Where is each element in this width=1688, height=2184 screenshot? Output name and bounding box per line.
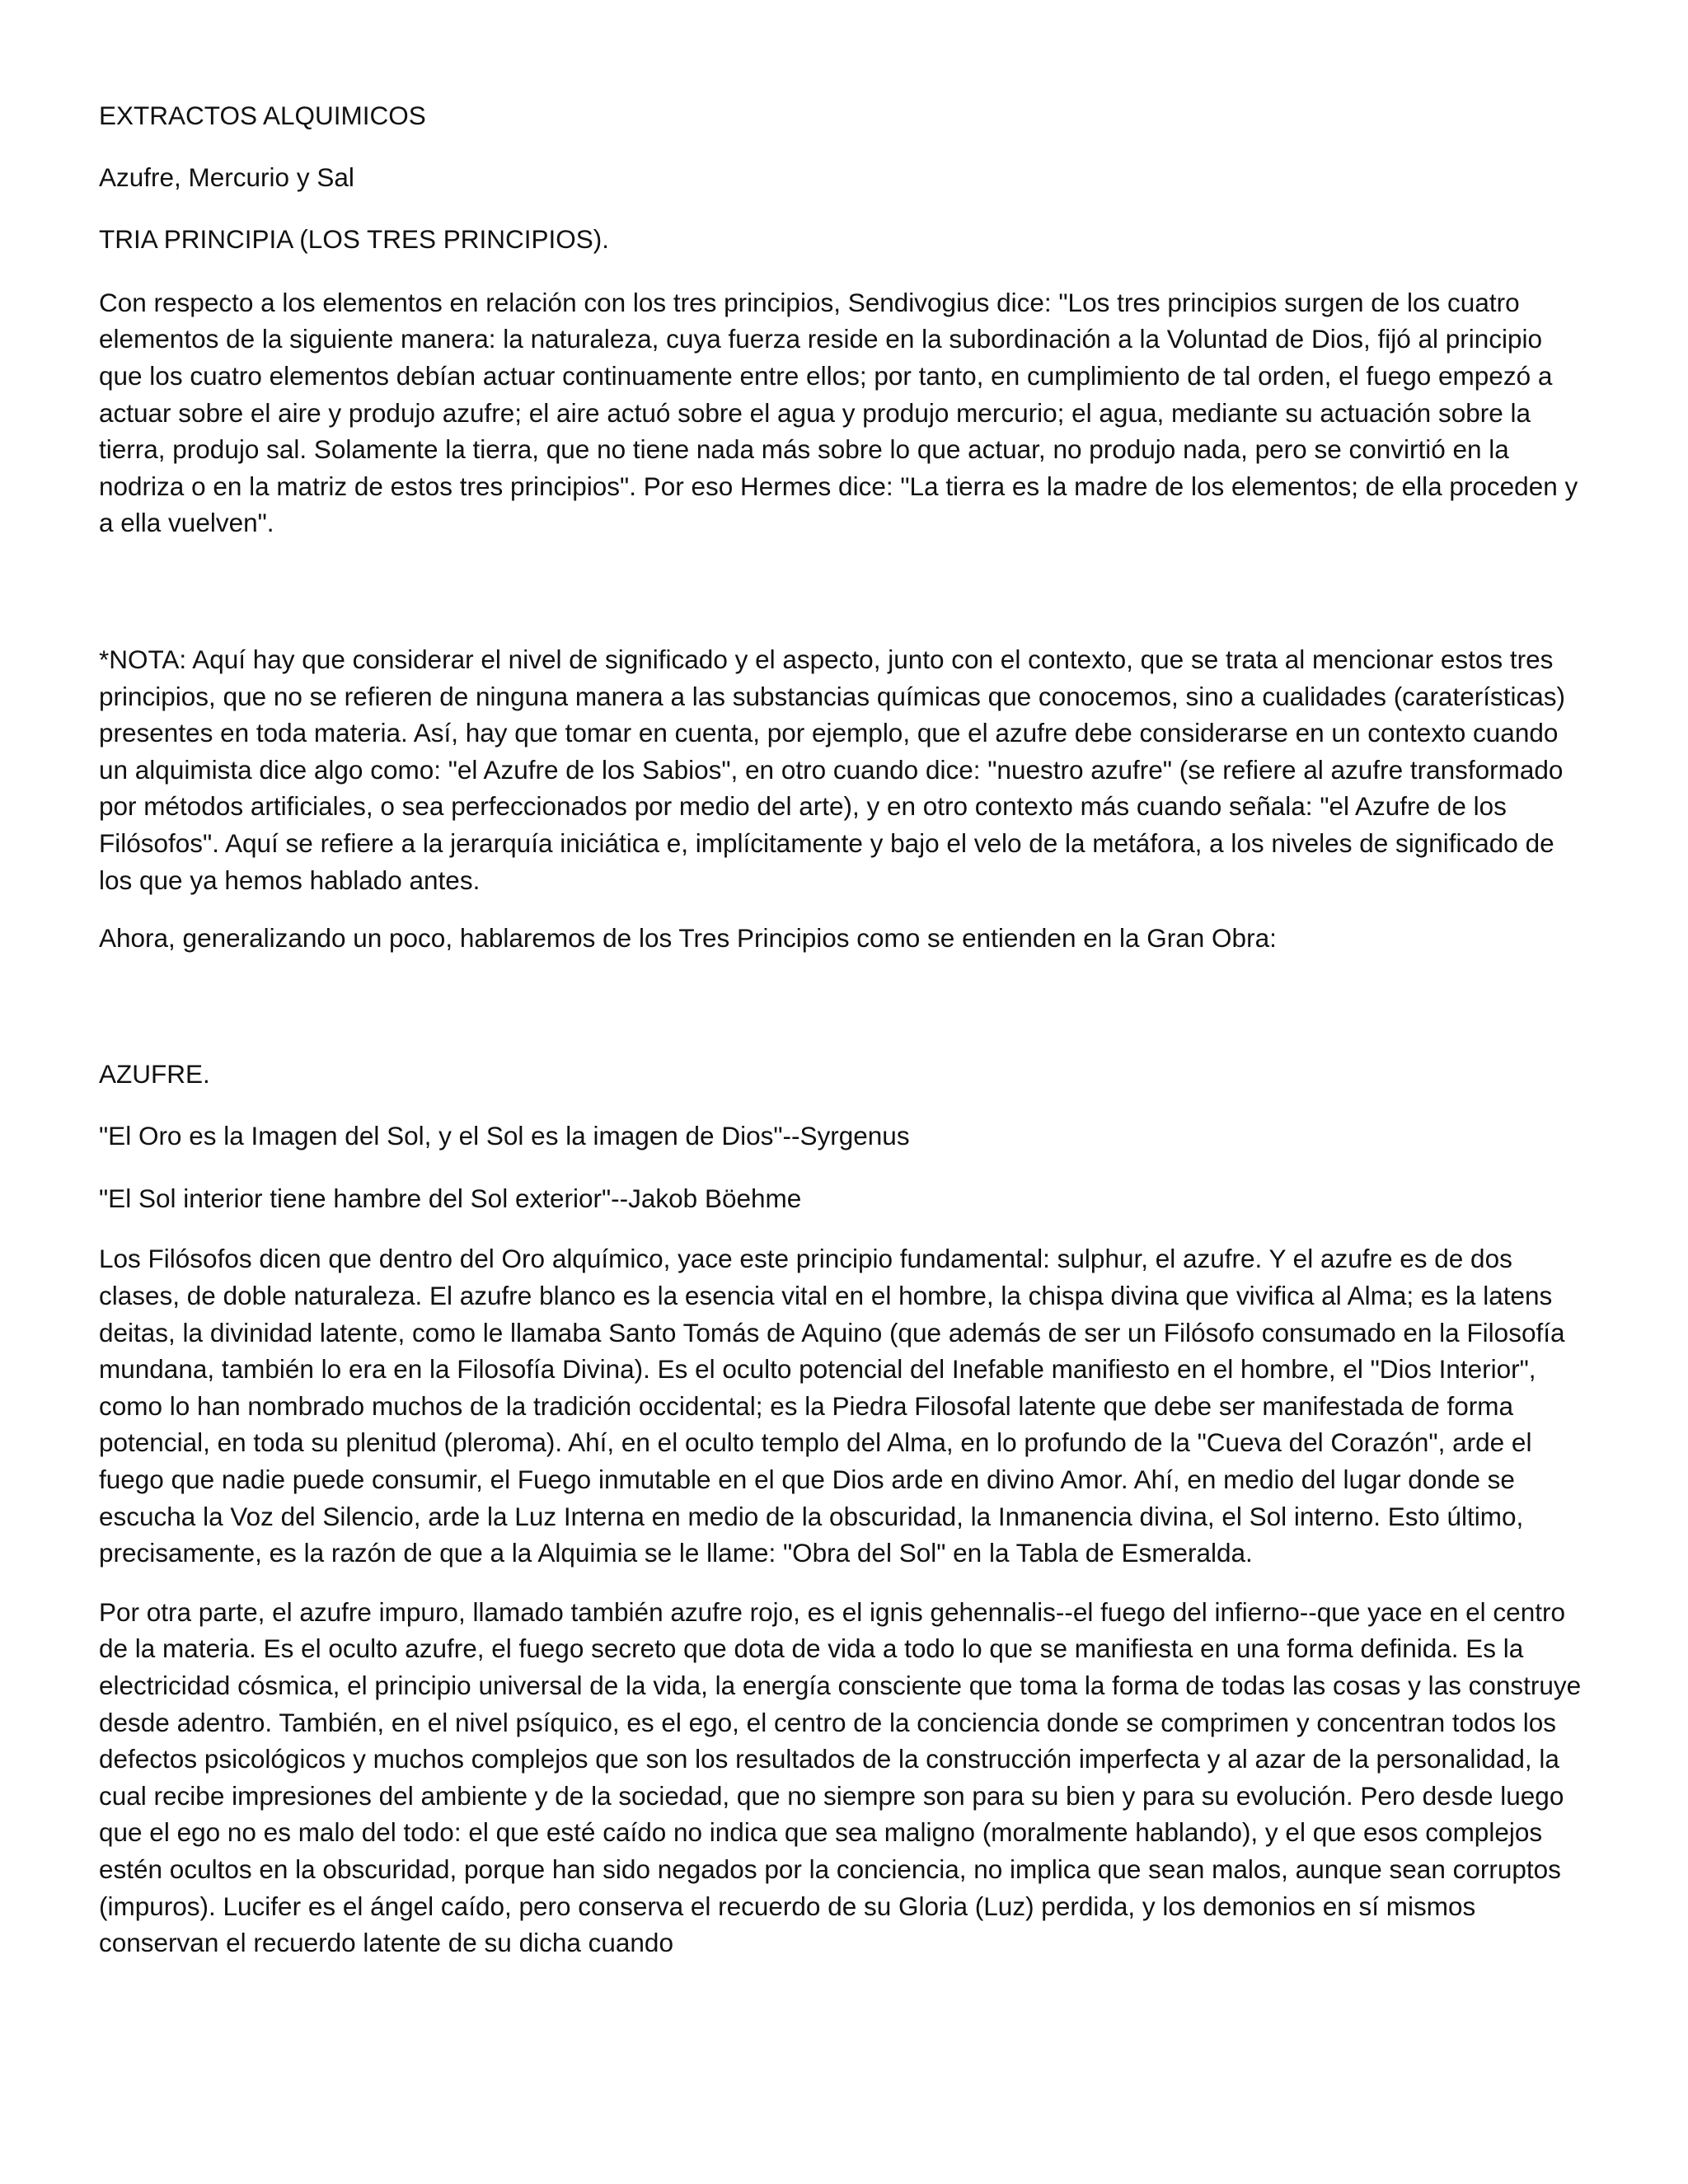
paragraph-otra-parte: Por otra parte, el azufre impuro, llamado también azufre rojo, es el ignis gehennalis--el fuego del infierno--que yace en el centro de la materia. Es el oculto azufre, el fuego secreto que dota de vida a todo lo que se manifiesta en una forma definida. Es la electricidad cósmica, el principio universal de la vida, la energía consciente que toma la forma de todas las cosas y las construye desde adentro. También, en el nivel psíquico, es el ego, el centro de la conciencia donde se comprimen y concentran todos los defectos psicológicos y muchos complejos que son los resultados de la construcción imperfecta y al azar de la personalidad, la cual recibe impresiones del ambiente y de la sociedad, que no siempre son para su bien y para su evolución. Pero desde luego que el ego no es malo del todo: el que esté caído no indica que sea maligno (moralmente hablando), y el que esos complejos estén ocultos en la obscuridad, porque han sido negados por la conciencia, no implica que sean malos, aunque sean corruptos (impuros). Lucifer es el ángel caído, pero conserva el recuerdo de su Gloria (Luz) perdida, y los demonios en sí mismos conservan el recuerdo latente de su dicha cuando [99, 1596, 1582, 1958]
paragraph-nota: *NOTA: Aquí hay que considerar el nivel de significado y el aspecto, junto con el contexto, que se trata al mencionar estos tres principios, que no se refieren de ninguna manera a las substancias químicas que conocemos, sino a cualidades (caraterísticas) presentes en toda materia. Así, hay que tomar en cuenta, por ejemplo, que el azufre debe considerarse en un contexto cuando un alquimista dice algo como: "el Azufre de los Sabios", en otro cuando dice: "nuestro azufre" (se refiere al azufre transformado por métodos artificiales, o sea perfeccionados por medio del arte), y en otro contexto más cuando señala: "el Azufre de los Filósofos". Aquí se refiere a la jerarquía iniciática e, implícitamente y bajo el velo de la metáfora, a los niveles de significado de los que ya hemos hablado antes. [99, 644, 1565, 895]
document-title: EXTRACTOS ALQUIMICOS [99, 101, 426, 130]
quote-boehme: "El Sol interior tiene hambre del Sol exterior"--Jakob Böehme [99, 1183, 802, 1213]
document-subtitle: Azufre, Mercurio y Sal [99, 162, 354, 192]
document-page [99, 97, 1587, 1961]
quote-syrgenus: "El Oro es la Imagen del Sol, y el Sol es la imagen de Dios"--Syrgenus [99, 1121, 910, 1151]
azufre-heading: AZUFRE. [99, 1058, 210, 1089]
paragraph-filosofos: Los Filósofos dicen que dentro del Oro alquímico, yace este principio fundamental: sulphur, el azufre. Y el azufre es de dos clases, de doble naturaleza. El azufre blanco es la esencia vital en el hombre, la chispa divina que vivifica al Alma; es la latens deitas, la divinidad latente, como le llamaba Santo Tomás de Aquino (que además de ser un Filósofo consumado en la Filosofía mundana, también lo era en la Filosofía Divina). Es el oculto potencial del Inefable manifiesto en el hombre, el "Dios Interior", como lo han nombrado muchos de la tradición occidental; es la Piedra Filosofal latente que debe ser manifestada de forma potencial, en toda su plenitud (pleroma). Ahí, en el oculto templo del Alma, en lo profundo de la "Cueva del Corazón", arde el fuego que nadie puede consumir, el Fuego inmutable en el que Dios arde en divino Amor. Ahí, en medio del lugar donde se escucha la Voz del Silencio, arde la Luz Interna en medio de la obscuridad, la Inmanencia divina, el Sol interno. Esto último, precisamente, es la razón de que a la Alquimia se le llame: "Obra del Sol" en la Tabla de Esmeralda. [99, 1244, 1565, 1568]
paragraph-sendivogius: Con respecto a los elementos en relación con los tres principios, Sendivogius dice: "Los tres principios surgen de los cuatro elementos de la siguiente manera: la naturaleza, cuya fuerza reside en la subordinación a la Voluntad de Dios, fijó al principio que los cuatro elementos debían actuar continuamente entre ellos; por tanto, en cumplimiento de tal orden, el fuego empezó a actuar sobre el aire y produjo azufre; el aire actuó sobre el agua y produjo mercurio; el agua, mediante su actuación sobre la tierra, produjo sal. Solamente la tierra, que no tiene nada más sobre lo que actuar, no produjo nada, pero se convirtió en la nodriza o en la matriz de estos tres principios". Por eso Hermes dice: "La tierra es la madre de los elementos; de ella proceden y a ella vuelven". [99, 287, 1578, 538]
paragraph-ahora: Ahora, generalizando un poco, hablaremos de los Tres Principios como se entienden en la Gran Obra: [99, 923, 1277, 954]
section-heading: TRIA PRINCIPIA (LOS TRES PRINCIPIOS). [99, 224, 610, 255]
